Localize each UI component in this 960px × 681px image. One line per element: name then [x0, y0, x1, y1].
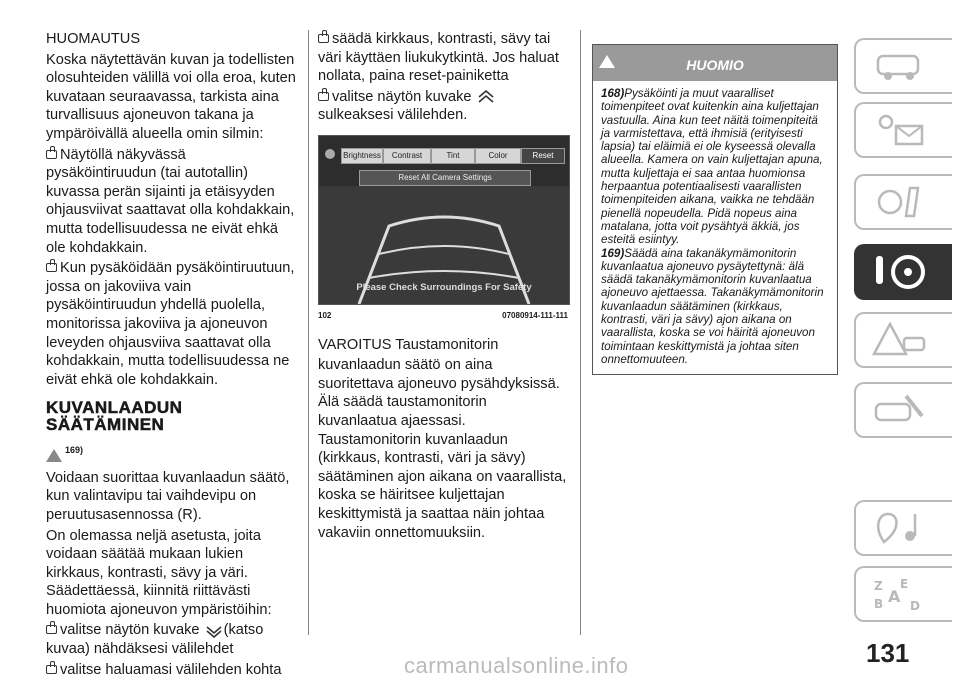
caution-title: HUOMIO: [686, 57, 744, 73]
gear-icon: [325, 149, 335, 159]
camera-screen-figure: [318, 135, 570, 305]
column-left: [46, 30, 296, 681]
note-text: Koska näytettävän kuvan ja todellisten olosuhteiden välillä voi olla eroa, kuten kuvataan seuraavassa, tarkista aina turvallisuus ajoneuvon takana ja ympäröivällä alueella omin silmin:: [46, 51, 296, 142]
column-divider: [308, 30, 309, 635]
safety-warning-text: Please Check Surroundings For Safety: [356, 282, 532, 294]
bullet-icon: [46, 263, 57, 272]
page-number: 131: [866, 638, 910, 668]
wrench-car-icon: [870, 390, 930, 430]
section-heading: [46, 399, 296, 433]
warning-ref: [46, 441, 296, 464]
bullet-text: valitse näytön kuvake: [60, 622, 200, 639]
warning-text: kuvanlaadun säätö on aina suoritettava ajoneuvo pysähdyksissä. Älä säädä taustamonitorin kuvanlaatua ajaessasi. Taustamonitorin kuvanlaadun (kirkkaus, kontrasti, väri ja sävy) säätäminen ajon aikana on vaarallista, koska se häiritsee kuljettajan keskittymistä ja saattaa näin johtaa vakaviin onnettomuuksiin.: [318, 357, 567, 541]
note-title: HUOMAUTUS: [46, 31, 141, 47]
alphabet-index-icon: [870, 574, 930, 614]
bullet-icon: [318, 92, 329, 101]
bullet-text: valitse haluamasi välilehden kohta: [60, 661, 282, 678]
figure-number: 102: [318, 310, 332, 320]
bullet-icon: [46, 625, 57, 634]
screen-chevron-icon: [204, 624, 224, 638]
airbag-seat-icon: [870, 182, 930, 222]
bullet-text: säädä kirkkaus, kontrasti, sävy tai väri käyttäen liukukytkintä. Jos haluat nollata, paina reset-painiketta: [318, 31, 559, 85]
bullet-item: [318, 30, 568, 86]
svg-text:Z: Z: [874, 579, 883, 593]
tab-starting-driving[interactable]: [854, 244, 952, 300]
caution-number: 169): [601, 246, 625, 260]
svg-text:E: E: [900, 577, 909, 591]
tab-index[interactable]: [854, 566, 952, 622]
caution-item: [601, 87, 827, 247]
warning-title: VAROITUS Taustamonitorin: [318, 336, 499, 353]
figure-caption: [318, 307, 568, 326]
reset-all-button[interactable]: Reset All Camera Settings: [359, 170, 531, 186]
tab-safety[interactable]: [854, 174, 952, 230]
tab-multimedia[interactable]: [854, 500, 952, 556]
caution-text: Säädä aina takanäkymämonitorin kuvanlaatua ajoneuvo pysäytettynä: älä säädä takanäkymämonitorin kuvanlaatua ajoneuvo ajettaessa. Takanäkymämonitorin kuvanlaadun säätäminen (kirkkaus, kontrasti, väri ja sävy) ajon aikana on vaarallista, koska se voi häiritä ajoneuvon toimintaan keskittymistä ja johtaa siten onnettomuuteen.: [601, 246, 824, 366]
tab-lights[interactable]: [854, 102, 952, 158]
tab-maintenance[interactable]: [854, 382, 952, 438]
contrast-button[interactable]: Contrast: [383, 148, 431, 164]
bullet-item: [46, 259, 296, 389]
tab-warnings[interactable]: [854, 312, 952, 368]
car-dashboard-icon: [870, 46, 930, 86]
bullet-text: (katso kuvaa) nähdäksesi välilehdet: [46, 622, 264, 658]
screen-chevron-icon: [476, 90, 496, 104]
bullet-item: [318, 88, 568, 125]
music-location-icon: [870, 508, 930, 548]
svg-text:D: D: [910, 599, 920, 613]
heading-line: SÄÄTÄMINEN: [46, 415, 165, 435]
warning-car-icon: [870, 320, 930, 360]
bullet-icon: [46, 665, 57, 674]
column-divider: [580, 30, 581, 635]
warning-triangle-icon: [46, 449, 62, 462]
reset-button[interactable]: Reset: [521, 148, 565, 164]
color-button[interactable]: Color: [475, 148, 521, 164]
lights-envelope-icon: [870, 110, 930, 150]
paragraph: Voidaan suorittaa kuvanlaadun säätö, kun valintavipu tai vaihdevipu on peruutusasennossa (R).: [46, 469, 290, 523]
column-right: [592, 30, 838, 375]
bullet-icon: [318, 34, 329, 43]
watermark: carmanualsonline.info: [404, 653, 629, 678]
caution-body: [593, 81, 837, 374]
svg-text:A: A: [888, 587, 901, 606]
tab-car-dashboard[interactable]: [854, 38, 952, 94]
brightness-button[interactable]: Brightness: [341, 148, 383, 164]
key-steering-wheel-icon: [870, 252, 930, 292]
bullet-text: Näytöllä näkyvässä pysäköintiruudun (tai autotallin) kuvassa perän sijainti ja etäisyyden ohjausviivat saattavat olla kohdakkain, mutta todellisuudessa ne eivät ehkä ole kohdakkain.: [46, 146, 295, 256]
bullet-item: [46, 146, 296, 258]
heading-line: KUVANLAADUN: [46, 398, 183, 418]
figure-code: 07080914-111-111: [502, 310, 568, 320]
caution-item: [601, 247, 827, 367]
bullet-item: [46, 621, 296, 658]
caution-box: [592, 44, 838, 375]
bullet-text: Kun pysäköidään pysäköintiruutuun, jossa on jakoviiva vain pysäköintiruudun yhdellä puolella, monitorissa jakoviiva ja ajoneuvon leveyden ohjausviiva saattavat olla kohdakkain, mutta todellisuudessa ne eivät ehkä ole kohdakkain.: [46, 260, 295, 388]
svg-text:B: B: [874, 597, 884, 611]
ref-number: 169): [65, 445, 84, 456]
caution-number: 168): [601, 87, 625, 100]
bullet-icon: [46, 150, 57, 159]
column-middle: [318, 30, 568, 544]
bullet-text: valitse näytön kuvake: [332, 88, 472, 105]
bullet-text: sulkeaksesi välilehden.: [318, 107, 468, 124]
paragraph: On olemassa neljä asetusta, joita voidaan säätää mukaan lukien kirkkaus, kontrasti, sävy ja väri. Säädettäessä, kiinnitä riittävästi huomiota ajoneuvon ympäristöihin:: [46, 527, 272, 618]
caution-header: [593, 45, 837, 81]
bullet-item: [46, 661, 296, 680]
caution-text: Pysäköinti ja muut vaaralliset toimenpiteet ovat kuitenkin aina kuljettajan vastuulla. Aina kun teet näitä toimenpiteitä ja varmistettava, että ihmisiä (erityisesti lapsia) tai eläimiä ei ole kyseessä olevalla alueella. Kamera on vain kuljettajan apuna, mutta kuljettaja ei saa antaa huomionsa herpaantua potentiaalisesti vaarallisten toimenpiteiden aikana, vaikka ne tehdään pienellä nopeudella. Pidä nopeus aina matalana, jotta voit pysähtyä äkkiä, jos esteitä esiintyy.: [601, 87, 823, 247]
tint-button[interactable]: Tint: [431, 148, 475, 164]
